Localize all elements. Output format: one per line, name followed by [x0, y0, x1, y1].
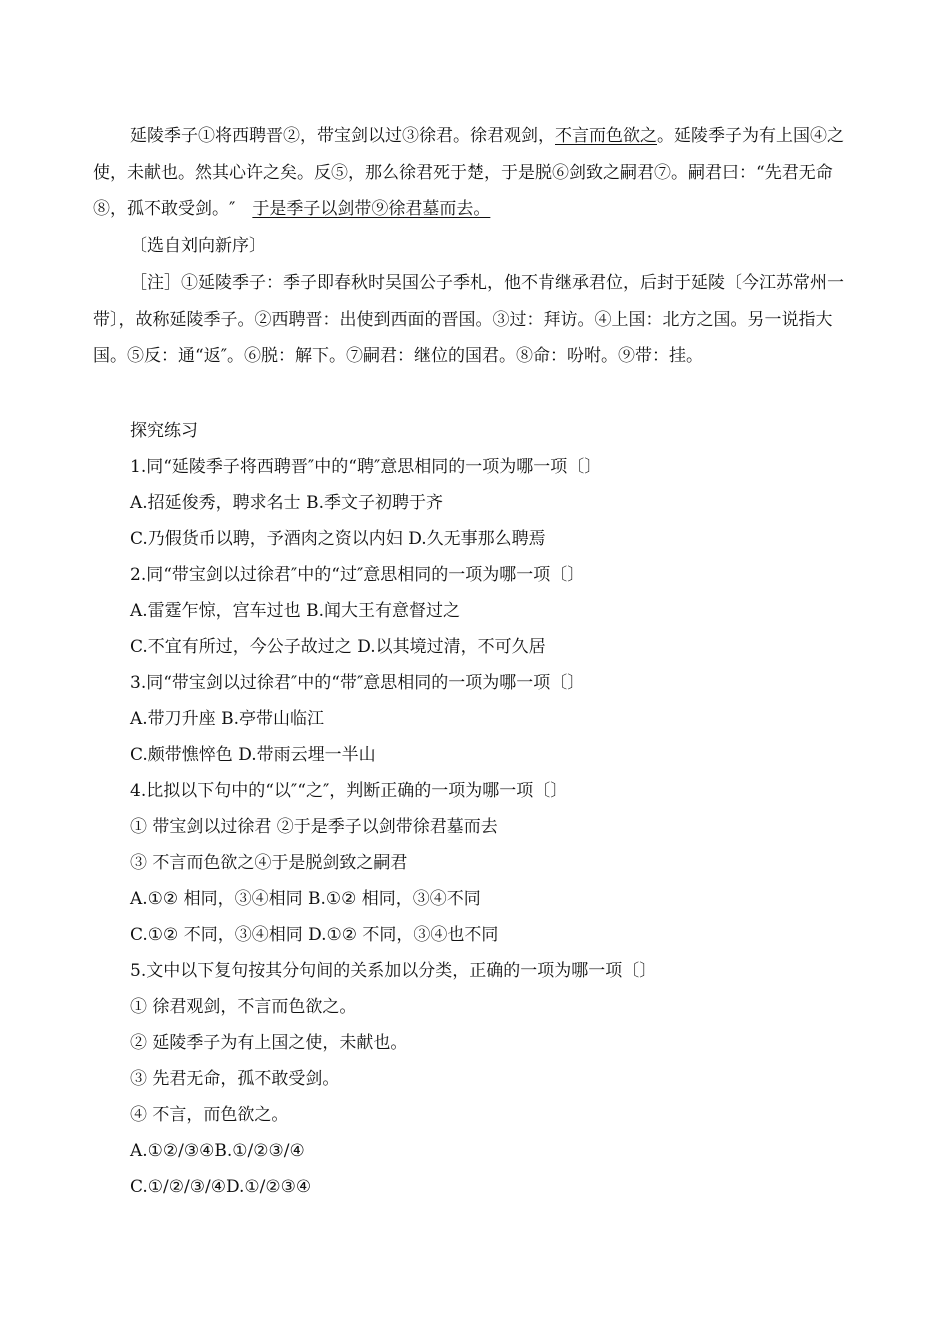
exercise-line: ② 延陵季子为有上国之使，未献也。	[130, 1033, 408, 1053]
exercise-line: ① 带宝剑以过徐君 ②于是季子以剑带徐君墓而去	[130, 817, 498, 837]
passage-text-1: 延陵季子①将西聘晋②，带宝剑以过③徐君。徐君观剑，	[130, 126, 555, 146]
exercise-line: 2.同“带宝剑以过徐君″中的“过″意思相同的一项为哪一项〔〕	[130, 565, 585, 585]
exercise-line: C.不宜有所过，今公子故过之 D.以其境过清，不可久居	[130, 637, 546, 657]
underlined-phrase-1: 不言而色欲之	[555, 126, 657, 146]
exercise-line: ③ 先君无命，孤不敢受剑。	[130, 1069, 340, 1089]
exercise-line: A.①②/③④B.①/②③/④	[130, 1141, 305, 1161]
passage-text-2: 。延陵季子为有上国④之使，未献也。然其心许之矣。反⑤，那么徐君死于楚，于是脱⑥剑致之嗣君⑦。嗣君曰：“先君无命⑧，孤不敢受剑。″	[93, 126, 844, 219]
source-citation: 〔选自刘向新序〕	[130, 236, 266, 256]
exercise-line: 5.文中以下复句按其分句间的关系加以分类，正确的一项为哪一项〔〕	[130, 961, 657, 981]
exercise-line: ④ 不言，而色欲之。	[130, 1105, 289, 1125]
passage-paragraph	[93, 118, 859, 228]
exercise-line: 3.同“带宝剑以过徐君″中的“带″意思相同的一项为哪一项〔〕	[130, 673, 585, 693]
exercise-line: 1.同“延陵季子将西聘晋″中的“聘″意思相同的一项为哪一项〔〕	[130, 457, 602, 477]
exercise-line: ③ 不言而色欲之④于是脱剑致之嗣君	[130, 853, 408, 873]
exercise-line: A.带刀升座 B.亭带山临江	[130, 709, 324, 729]
exercise-line: C.①② 不同，③④相同 D.①② 不同，③④也不同	[130, 925, 499, 945]
exercise-line: A.①② 相同，③④相同 B.①② 相同，③④不同	[130, 889, 481, 909]
underlined-phrase-2: 于是季子以剑带⑨徐君墓而去。	[252, 199, 491, 219]
notes-paragraph: ［注］①延陵季子：季子即春秋时吴国公子季札，他不肯继承君位，后封于延陵〔今江苏常州一带〕，故称延陵季子。②西聘晋：出使到西面的晋国。③过：拜访。④上国：北方之国。另一说指大国。⑤反：通“返″。⑥脱：解下。⑦嗣君：继位的国君。⑧命：吩咐。⑨带：挂。	[93, 273, 844, 366]
exercise-line: A.招延俊秀，聘求名士 B.季文子初聘于齐	[130, 493, 443, 513]
exercise-line: C.颇带憔悴色 D.带雨云埋一半山	[130, 745, 376, 765]
exercises-heading: 探究练习	[130, 421, 198, 441]
exercise-line: ① 徐君观剑，不言而色欲之。	[130, 997, 357, 1017]
exercise-line: A.雷霆乍惊，宫车过也 B.闻大王有意督过之	[130, 601, 460, 621]
exercise-line: C.①/②/③/④D.①/②③④	[130, 1177, 312, 1197]
exercise-line: 4.比拟以下句中的“以″“之″，判断正确的一项为哪一项〔〕	[130, 781, 568, 801]
exercise-line: C.乃假货币以聘，予酒肉之资以内妇 D.久无事那么聘焉	[130, 529, 546, 549]
